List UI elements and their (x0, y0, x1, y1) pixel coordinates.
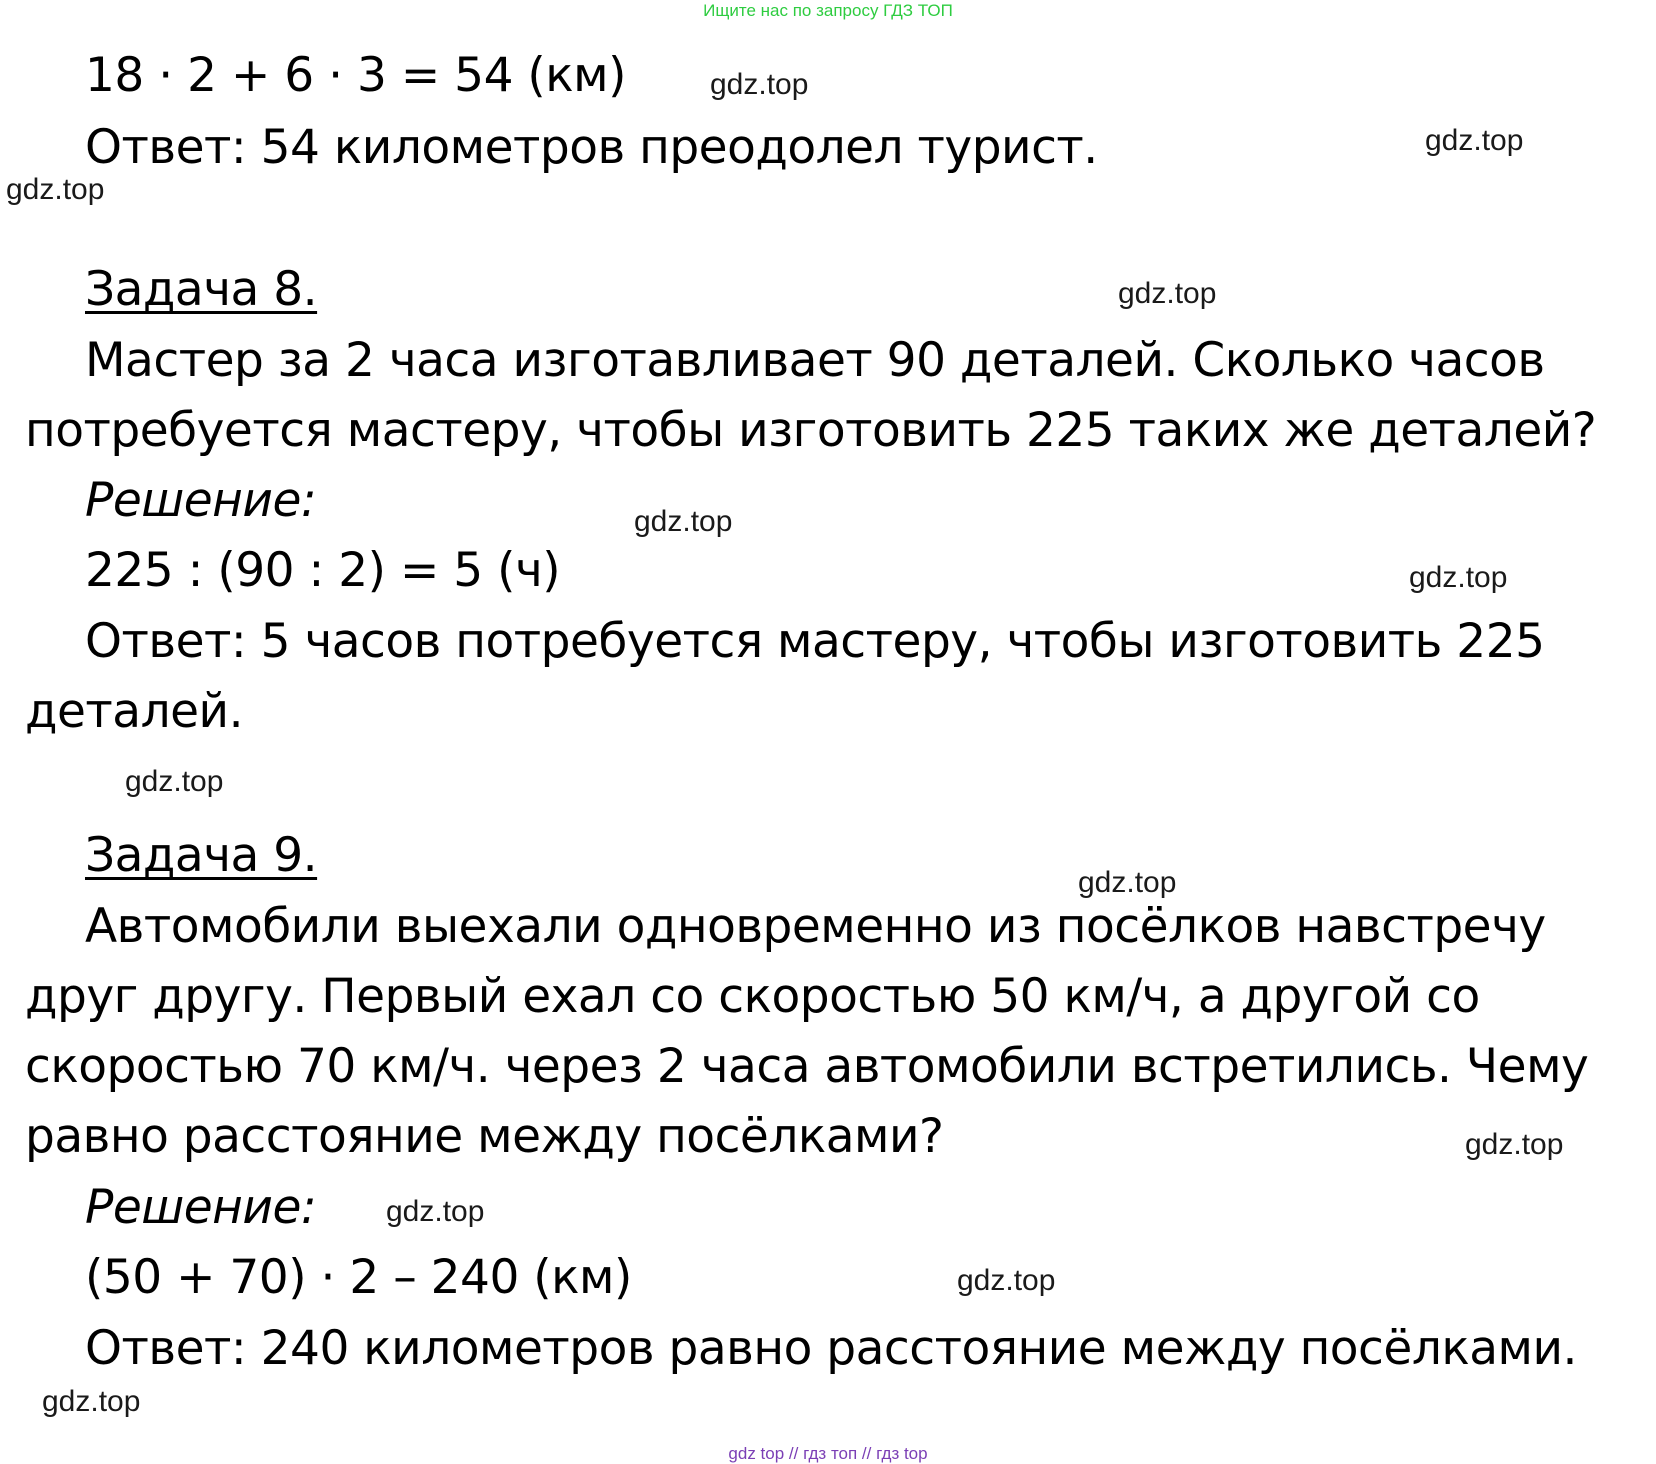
task8-answer-line-2: деталей. (25, 684, 244, 739)
watermark: gdz.top (1078, 866, 1177, 899)
watermark: gdz.top (1465, 1128, 1564, 1161)
watermark: gdz.top (1409, 561, 1508, 594)
task8-heading: Задача 8. (85, 262, 318, 317)
task9-text-line-2: друг другу. Первый ехал со скоростью 50 км/ч, а другой со (25, 969, 1480, 1024)
watermark: gdz.top (125, 765, 224, 798)
watermark: gdz.top (386, 1195, 485, 1228)
watermark: gdz.top (6, 173, 105, 206)
task9-answer: Ответ: 240 километров равно расстояние между посёлками. (85, 1321, 1577, 1376)
task8-text-line-1: Мастер за 2 часа изготавливает 90 деталей. Сколько часов (85, 333, 1545, 388)
answer-line-prev: Ответ: 54 километров преодолел турист. (85, 120, 1098, 175)
task8-solution-label: Решение: (85, 473, 317, 528)
task9-calc: (50 + 70) · 2 – 240 (км) (85, 1250, 632, 1305)
task8-text-line-2: потребуется мастеру, чтобы изготовить 225 таких же деталей? (25, 403, 1597, 458)
task9-solution-label: Решение: (85, 1180, 317, 1235)
top-notice: Ищите нас по запросу ГДЗ ТОП (703, 1, 953, 20)
watermark: gdz.top (42, 1385, 141, 1418)
watermark: gdz.top (957, 1264, 1056, 1297)
task9-heading: Задача 9. (85, 828, 318, 883)
watermark: gdz.top (1425, 124, 1524, 157)
task8-calc: 225 : (90 : 2) = 5 (ч) (85, 543, 561, 598)
task9-text-line-4: равно расстояние между посёлками? (25, 1109, 944, 1164)
task8-answer-line-1: Ответ: 5 часов потребуется мастеру, чтобы изготовить 225 (85, 614, 1545, 669)
watermark: gdz.top (710, 68, 809, 101)
calc-line-prev: 18 · 2 + 6 · 3 = 54 (км) (85, 48, 626, 103)
watermark: gdz.top (634, 505, 733, 538)
task9-text-line-1: Автомобили выехали одновременно из посёлков навстречу (85, 899, 1546, 954)
watermark: gdz.top (1118, 277, 1217, 310)
task9-text-line-3: скоростью 70 км/ч. через 2 часа автомобили встретились. Чему (25, 1039, 1589, 1094)
footer-watermark: gdz top // гдз топ // гдз top (728, 1444, 928, 1463)
